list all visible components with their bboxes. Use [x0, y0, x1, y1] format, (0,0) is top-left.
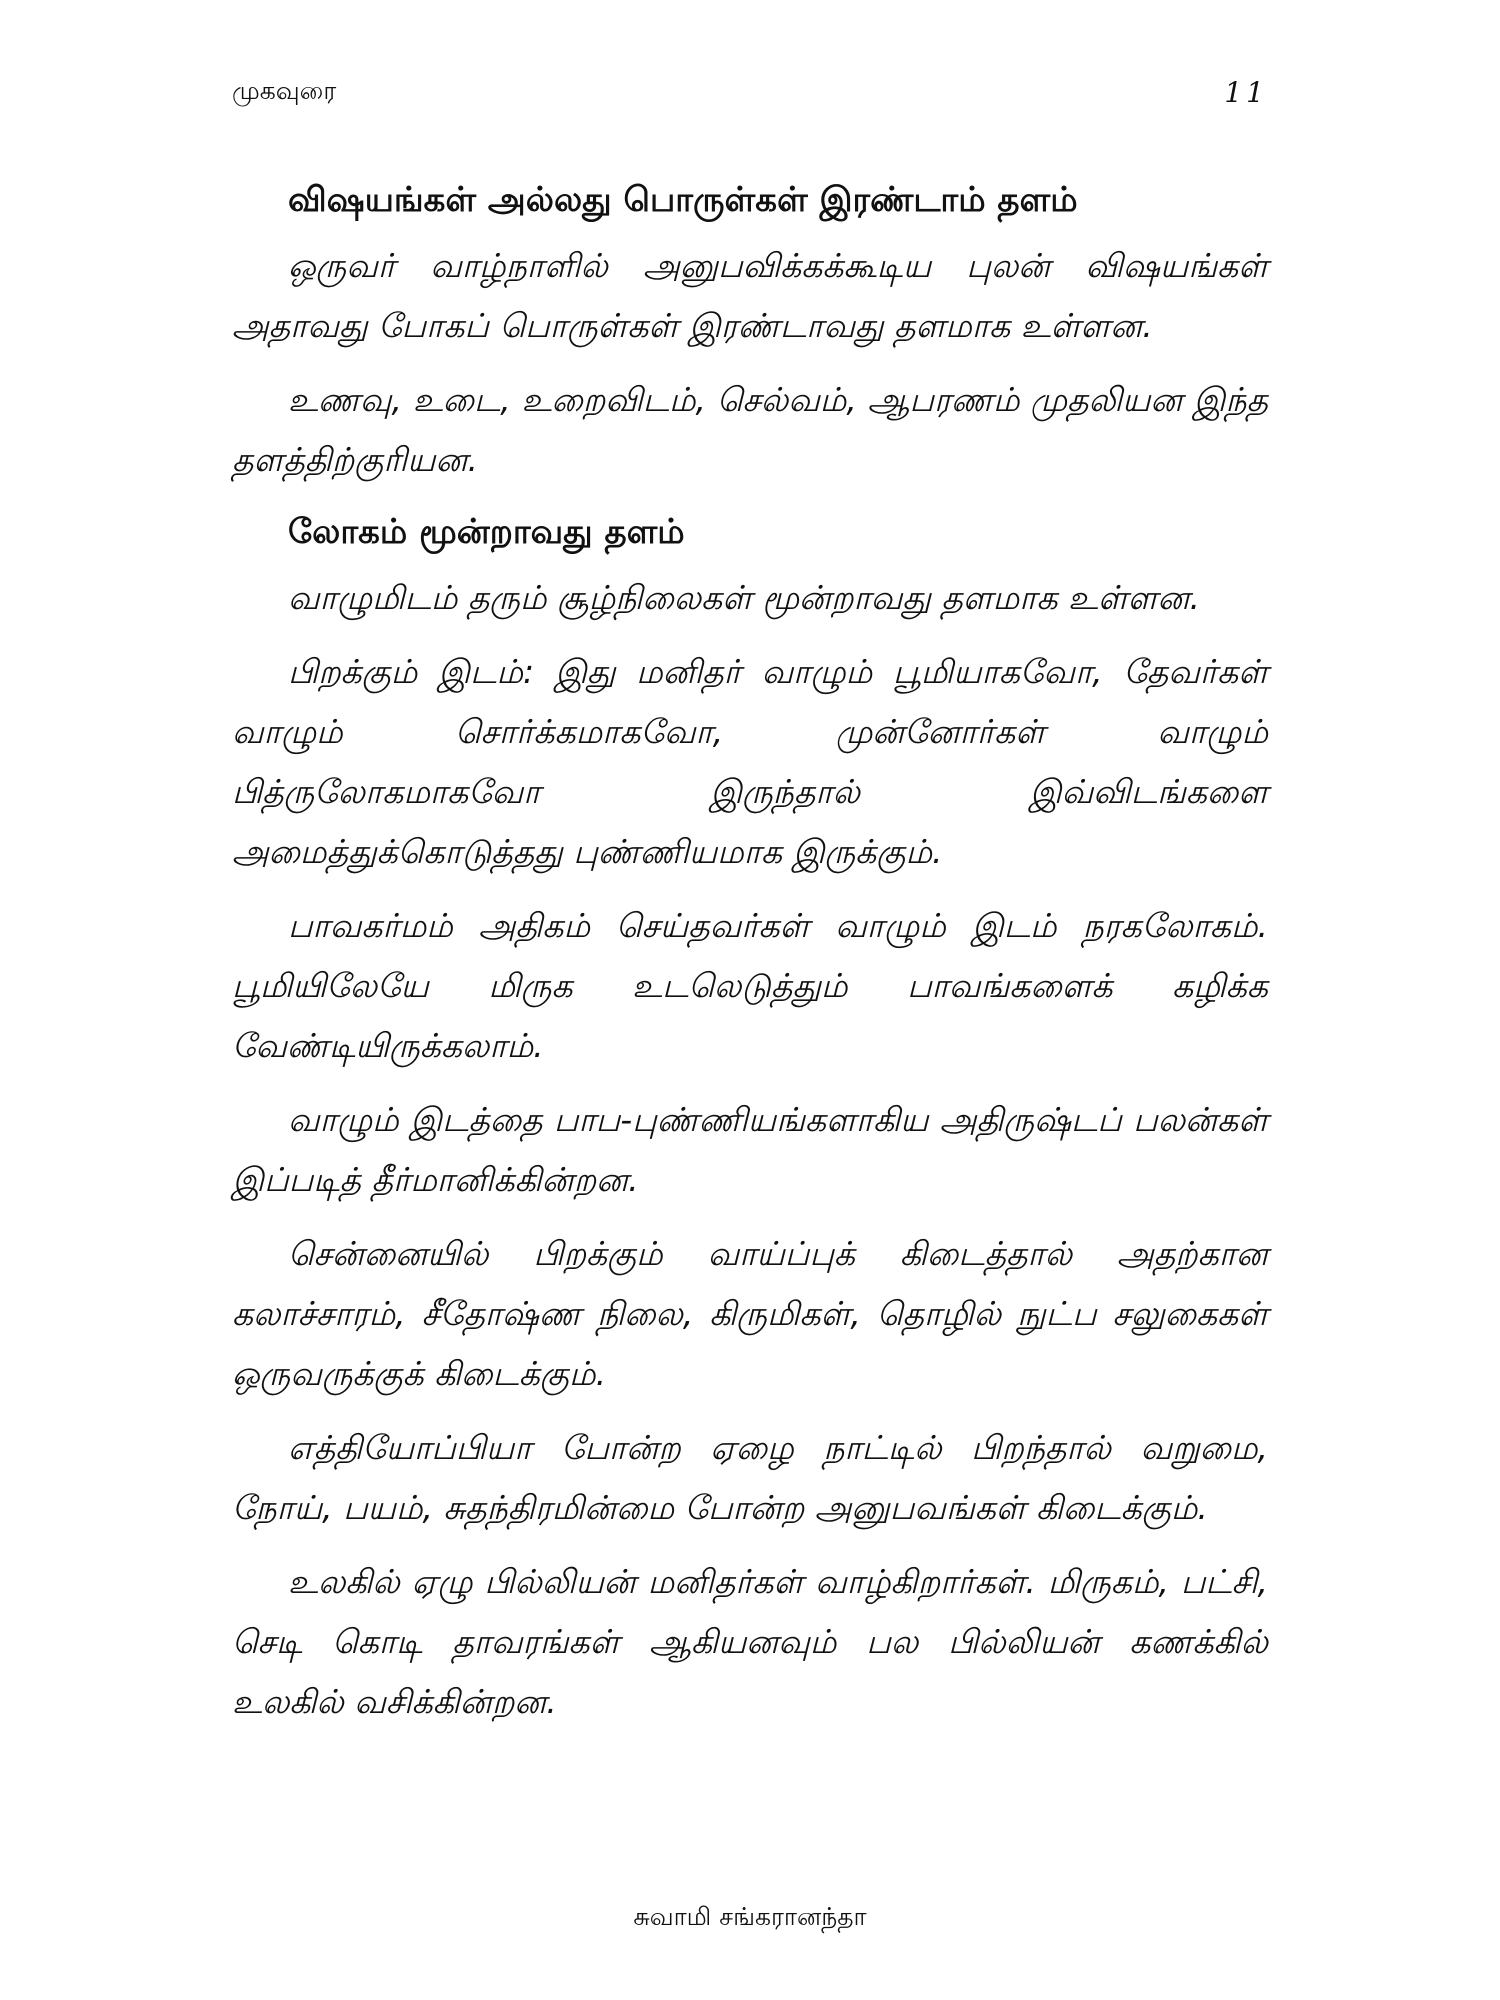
paragraph: சென்னையில் பிறக்கும் வாய்ப்புக் கிடைத்தால் அதற்கான கலாச்சாரம், சீதோஷ்ண நிலை, கிருமிகள், தொழில் நுட்ப சலுகைகள் ஒருவருக்குக் கிடைக்கும். — [232, 1234, 1268, 1393]
page-number: 11 — [1224, 76, 1268, 109]
paragraph: பிறக்கும் இடம்: இது மனிதர் வாழும் பூமியாகவோ, தேவர்கள் வாழும் சொர்க்கமாகவோ, முன்னோர்கள் வாழும் பித்ருலோகமாகவோ இருந்தால் இவ்விடங்களை அமைத்துக்கொடுத்தது புண்ணியமாக இருக்கும். — [232, 652, 1268, 871]
running-title: முகவுரை — [232, 76, 337, 105]
body-text — [232, 178, 1268, 1746]
section-heading-third-level: லோகம் மூன்றாவது தளம் — [288, 512, 685, 552]
running-head — [232, 76, 1268, 116]
paragraph: எத்தியோப்பியா போன்ற ஏழை நாட்டில் பிறந்தால் வறுமை, நோய், பயம், சுதந்திரமின்மை போன்ற அனுபவங்கள் கிடைக்கும். — [232, 1428, 1268, 1527]
section-heading-second-level: விஷயங்கள் அல்லது பொருள்கள் இரண்டாம் தளம் — [288, 180, 1078, 220]
paragraph: ஒருவர் வாழ்நாளில் அனுபவிக்கக்கூடிய புலன் விஷயங்கள் அதாவது போகப் பொருள்கள் இரண்டாவது தளமாக உள்ளன. — [232, 246, 1268, 345]
running-foot-author: சுவாமி சங்கரானந்தா — [633, 1902, 867, 1931]
paragraph: வாழும் இடத்தை பாப-புண்ணியங்களாகிய அதிருஷ்டப் பலன்கள் இப்படித் தீர்மானிக்கின்றன. — [232, 1100, 1268, 1199]
paragraph: வாழுமிடம் தரும் சூழ்நிலைகள் மூன்றாவது தளமாக உள்ளன. — [288, 578, 1201, 617]
paragraph: பாவகர்மம் அதிகம் செய்தவர்கள் வாழும் இடம் நரகலோகம். பூமியிலேயே மிருக உடலெடுத்தும் பாவங்களைக் கழிக்க வேண்டியிருக்கலாம். — [232, 906, 1268, 1065]
paragraph: உணவு, உடை, உறைவிடம், செல்வம், ஆபரணம் முதலியன இந்த தளத்திற்குரியன. — [232, 380, 1268, 479]
paragraph: உலகில் ஏழு பில்லியன் மனிதர்கள் வாழ்கிறார்கள். மிருகம், பட்சி, செடி கொடி தாவரங்கள் ஆகியனவும் பல பில்லியன் கணக்கில் உலகில் வசிக்கின்றன. — [232, 1562, 1268, 1721]
